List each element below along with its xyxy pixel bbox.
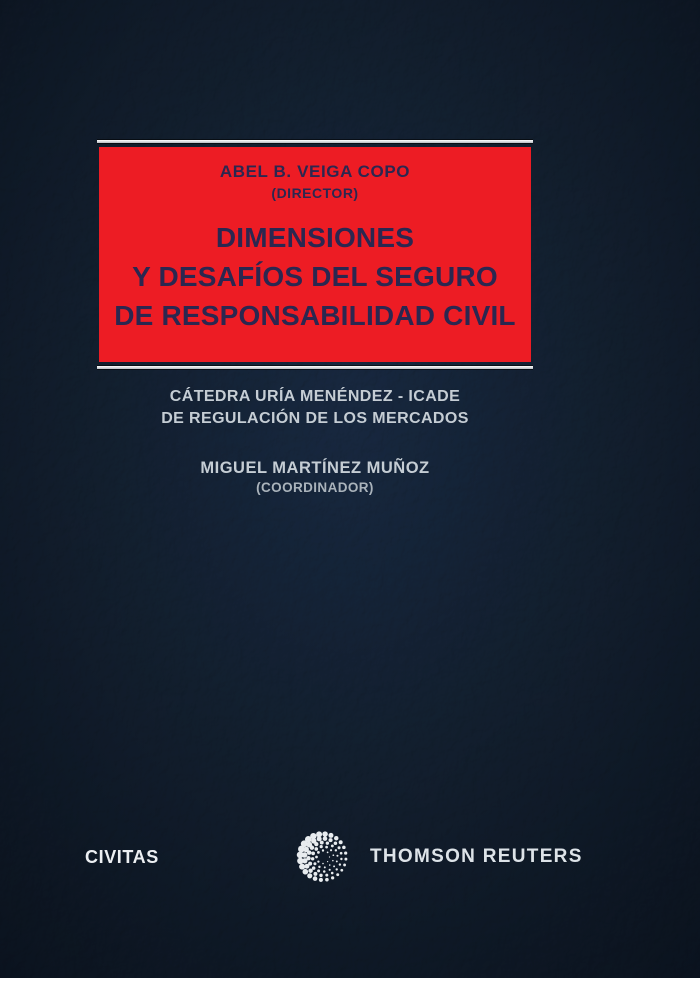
author-role: (DIRECTOR) [271, 185, 359, 201]
silver-rule-top [97, 140, 533, 143]
book-title-line: Y DESAFÍOS DEL SEGURO [132, 261, 498, 292]
author-name: ABEL B. VEIGA COPO [219, 162, 411, 181]
book-title-line: DE RESPONSABILIDAD CIVIL [114, 300, 516, 331]
coordinator-name: MIGUEL MARTÍNEZ MUÑOZ [200, 459, 430, 477]
civitas-logo: CIVITAS [85, 847, 159, 867]
chair-subtitle-line: CÁTEDRA URÍA MENÉNDEZ - ICADE [169, 388, 461, 405]
thomson-reuters-logo [290, 824, 583, 890]
coordinator-block [99, 458, 531, 497]
thomson-reuters-orb-icon [290, 824, 356, 890]
coordinator-role: (COORDINADOR) [256, 480, 374, 495]
thomson-reuters-wordmark: THOMSON REUTERS [370, 846, 583, 867]
title-panel [99, 147, 531, 362]
book-title [99, 218, 531, 335]
silver-rule-bottom [97, 366, 533, 369]
chair-subtitle-line: DE REGULACIÓN DE LOS MERCADOS [161, 410, 469, 427]
book-title-line: DIMENSIONES [215, 222, 415, 253]
chair-subtitle [99, 386, 531, 430]
